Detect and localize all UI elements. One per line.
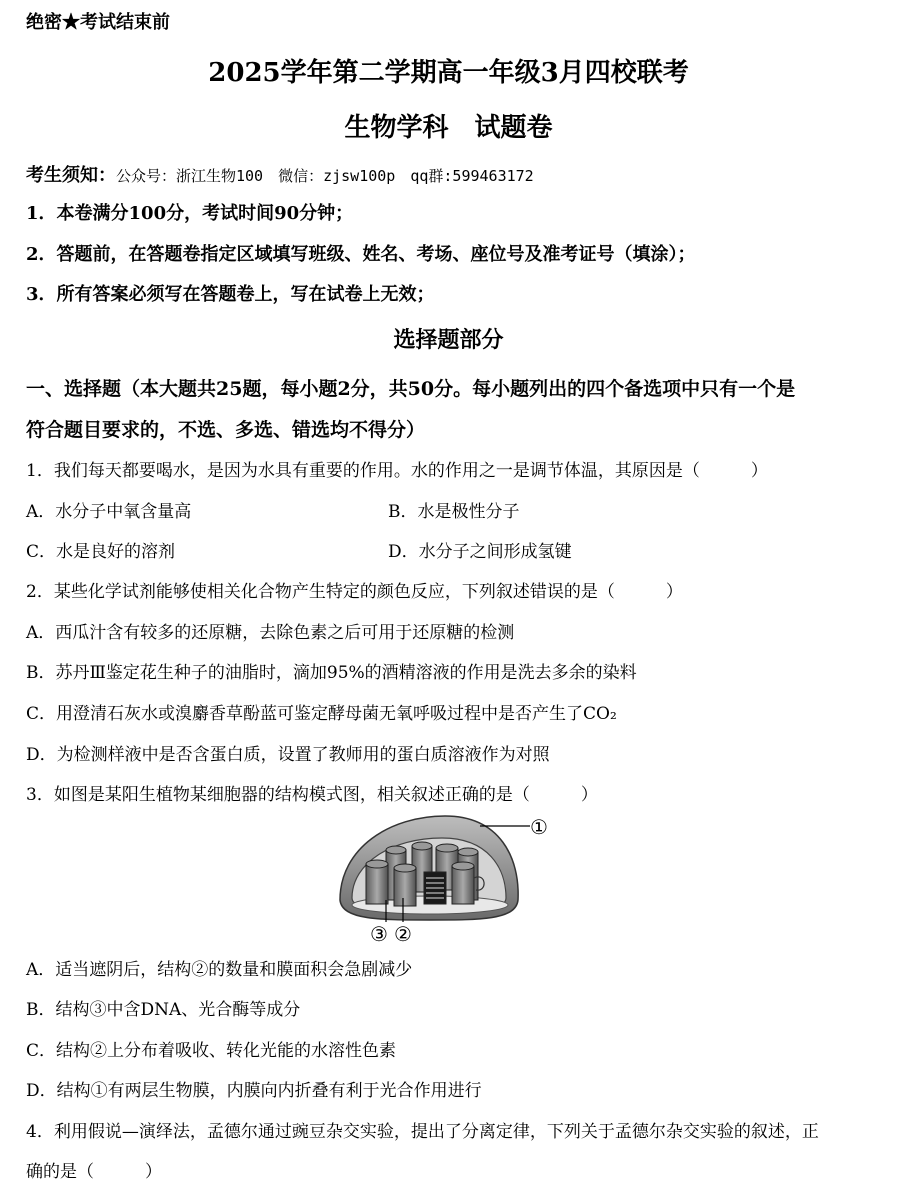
q1-option-c: C．水是良好的溶剂: [26, 542, 176, 562]
q2-option-b: B．苏丹Ⅲ鉴定花生种子的油脂时，滴加95%的酒精溶液的作用是洗去多余的染料: [26, 663, 637, 683]
figure-label-3: ③: [370, 922, 388, 946]
q1-stem: 1．我们每天都要喝水，是因为水具有重要的作用。水的作用之一是调节体温，其原因是（ ）: [26, 461, 768, 481]
q4-stem-line-2: 确的是（ ）: [26, 1162, 162, 1182]
rule-1: 1．本卷满分100分，考试时间90分钟；: [26, 203, 354, 224]
notice-contact: 公众号：浙江生物100 微信：zjsw100p qq群:599463172: [116, 167, 534, 185]
q1-option-d: D．水分子之间形成氢键: [388, 542, 572, 562]
q3-option-b: B．结构③中含DNA、光合酶等成分: [26, 1000, 301, 1020]
q2-option-a: A．西瓜汁含有较多的还原糖，去除色素之后可用于还原糖的检测: [26, 623, 515, 643]
q1-option-a: A．水分子中氧含量高: [26, 502, 192, 522]
section-instruction-2: 符合题目要求的，不选、多选、错选均不得分）: [26, 419, 426, 441]
figure-label-1: ①: [530, 815, 548, 839]
section-title: 选择题部分: [393, 327, 504, 353]
confidential-label: 绝密★考试结束前: [26, 12, 170, 33]
exam-title: 2025学年第二学期高一年级3月四校联考: [208, 58, 689, 88]
chloroplast-figure: [330, 808, 570, 948]
q3-stem: 3．如图是某阳生植物某细胞器的结构模式图，相关叙述正确的是（ ）: [26, 785, 598, 805]
q2-option-d: D．为检测样液中是否含蛋白质，设置了教师用的蛋白质溶液作为对照: [26, 745, 550, 765]
q1-option-b: B．水是极性分子: [388, 502, 520, 522]
figure-label-2: ②: [394, 922, 412, 946]
rule-2: 2．答题前，在答题卷指定区域填写班级、姓名、考场、座位号及准考证号（填涂）；: [26, 244, 696, 265]
q3-option-a: A．适当遮阴后，结构②的数量和膜面积会急剧减少: [26, 960, 413, 980]
q2-stem: 2．某些化学试剂能够使相关化合物产生特定的颜色反应，下列叙述错误的是（ ）: [26, 582, 683, 602]
exam-subtitle: 生物学科 试题卷: [344, 113, 553, 143]
q2-option-c: C．用澄清石灰水或溴麝香草酚蓝可鉴定酵母菌无氧呼吸过程中是否产生了CO₂: [26, 704, 617, 724]
notice-heading: 考生须知：: [26, 165, 116, 186]
q3-option-d: D．结构①有两层生物膜，内膜向内折叠有利于光合作用进行: [26, 1081, 482, 1101]
rule-3: 3．所有答案必须写在答题卷上，写在试卷上无效；: [26, 284, 435, 305]
q4-stem-line-1: 4．利用假说—演绎法，孟德尔通过豌豆杂交实验，提出了分离定律，下列关于孟德尔杂交实验的叙述，正: [26, 1122, 819, 1142]
notice-line: [26, 161, 534, 187]
q3-option-c: C．结构②上分布着吸收、转化光能的水溶性色素: [26, 1041, 397, 1061]
section-instruction-1: 一、选择题（本大题共25题，每小题2分，共50分。每小题列出的四个备选项中只有一个是: [26, 378, 796, 400]
